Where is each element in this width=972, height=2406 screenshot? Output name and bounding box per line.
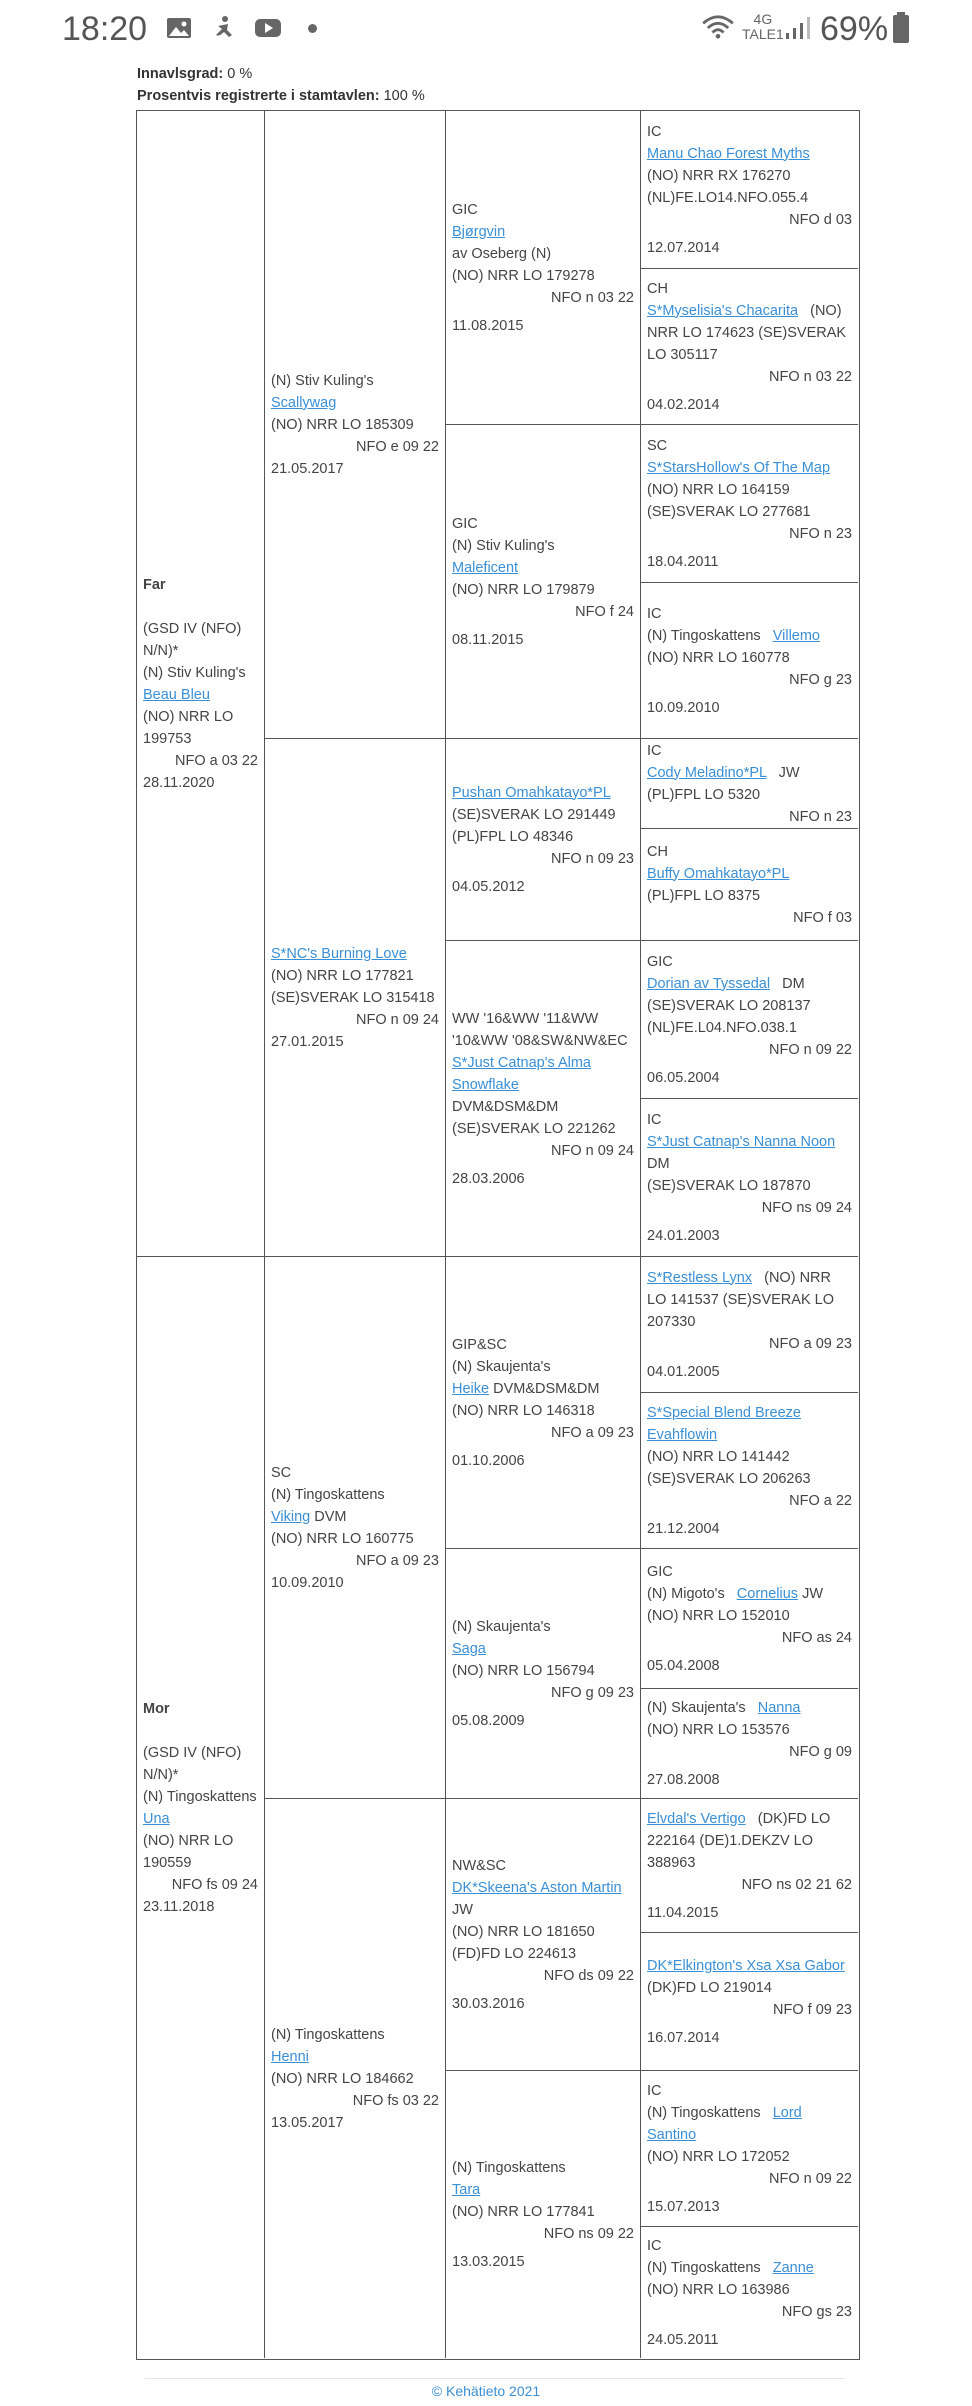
name-line bbox=[647, 2257, 852, 2279]
ems-code: NFO n 09 24 bbox=[550, 1142, 634, 1159]
ancestor-cell bbox=[641, 269, 858, 425]
grandparent-cell bbox=[265, 1257, 446, 1799]
ems-code: NFO g 09 bbox=[789, 1743, 852, 1760]
suffix: (NO) NRR LO 174623 (SE)SVERAK LO 305117 bbox=[647, 302, 851, 363]
accessibility-icon bbox=[210, 15, 238, 41]
title-line: IC bbox=[647, 2237, 662, 2254]
grandparent-cell bbox=[265, 111, 446, 739]
ems-code: NFO a 09 23 bbox=[355, 1552, 439, 1569]
father-birth-date: 28.11.2020 bbox=[143, 774, 215, 791]
birth-date: 10.09.2010 bbox=[271, 1574, 344, 1591]
cat-name-link[interactable]: Elvdal's Vertigo bbox=[647, 1810, 746, 1827]
title-line: SC bbox=[647, 437, 668, 454]
suffix: (NO) NRR LO 141537 (SE)SVERAK LO 207330 bbox=[647, 1269, 839, 1330]
registration: (NO) NRR LO 177821 bbox=[271, 967, 414, 984]
title-line: IC bbox=[647, 605, 662, 622]
birth-date: 05.04.2008 bbox=[647, 1657, 720, 1674]
registration: av Oseberg (N) bbox=[452, 245, 552, 262]
birth-date: 18.04.2011 bbox=[647, 553, 719, 570]
great-grandparent-cell bbox=[446, 1799, 641, 2071]
birth-date: 04.02.2014 bbox=[647, 396, 720, 413]
birth-date: 12.07.2014 bbox=[647, 239, 720, 256]
prefix-line: (N) Stiv Kuling's bbox=[452, 537, 555, 554]
name-line bbox=[452, 557, 634, 579]
cat-name-link[interactable]: Tara bbox=[452, 2181, 481, 2198]
registration: (NO) NRR LO 172052 bbox=[647, 2148, 790, 2165]
cat-name-link[interactable]: Pushan Omahkatayo*PL bbox=[452, 784, 611, 801]
cat-name-link[interactable]: Henni bbox=[271, 2048, 309, 2065]
ancestor-cell bbox=[641, 1799, 858, 1933]
ancestor-cell bbox=[641, 1257, 858, 1393]
ems-code: NFO gs 23 bbox=[781, 2303, 852, 2320]
title-line: NW&SC bbox=[452, 1857, 506, 1874]
birth-date: 16.07.2014 bbox=[647, 2029, 720, 2046]
signal-icon bbox=[784, 15, 814, 41]
registration: (SE)SVERAK LO 221262 bbox=[452, 1120, 616, 1137]
birth-date: 13.03.2015 bbox=[452, 2253, 525, 2270]
ems-code: NFO f 03 bbox=[793, 909, 852, 926]
prefix-line: (N) Skaujenta's bbox=[452, 1618, 551, 1635]
name-line bbox=[647, 1808, 852, 1874]
inbreeding-row bbox=[137, 66, 252, 82]
ancestor-cell bbox=[641, 2227, 858, 2358]
cat-name-link[interactable]: Manu Chao Forest Myths bbox=[647, 145, 810, 162]
registration: (NL)FE.LO14.NFO.055.4 bbox=[647, 189, 809, 206]
prefix: (N) Tingoskattens bbox=[647, 627, 773, 644]
registered-label: Prosentvis registrerte i stamtavlen: bbox=[137, 88, 380, 104]
prefix-line: (N) Tingoskattens bbox=[452, 2159, 566, 2176]
great-grandparent-cell bbox=[446, 739, 641, 941]
cat-name-link[interactable]: Buffy Omahkatayo*PL bbox=[647, 865, 790, 882]
title-line: GIC bbox=[647, 953, 673, 970]
prefix: (N) Migoto's bbox=[647, 1585, 737, 1602]
name-line bbox=[452, 1378, 634, 1400]
name-line bbox=[647, 1697, 852, 1719]
registration: (NO) NRR LO 160775 bbox=[271, 1530, 414, 1547]
father-name-link[interactable]: Beau Bleu bbox=[143, 686, 210, 703]
birth-date: 27.08.2008 bbox=[647, 1771, 720, 1788]
cat-name-link[interactable]: S*Special Blend Breeze Evahflowin bbox=[647, 1404, 801, 1443]
name-line bbox=[271, 1506, 439, 1528]
cat-name-link[interactable]: S*Restless Lynx bbox=[647, 1269, 753, 1286]
ems-code: NFO a 09 23 bbox=[550, 1424, 634, 1441]
father-heading: Far bbox=[143, 576, 166, 593]
ems-code: NFO d 03 bbox=[789, 211, 852, 228]
registration: (PL)FPL LO 8375 bbox=[647, 887, 761, 904]
ancestor-cell bbox=[641, 1393, 858, 1549]
mother-line: (GSD IV (NFO) N/N)* bbox=[143, 1744, 242, 1783]
title-line: IC bbox=[647, 1111, 662, 1128]
birth-date: 04.01.2005 bbox=[647, 1363, 720, 1380]
mother-birth-date: 23.11.2018 bbox=[143, 1898, 215, 1915]
cat-name-link[interactable]: S*NC's Burning Love bbox=[271, 945, 407, 962]
registration: (PL)FPL LO 48346 bbox=[452, 828, 574, 845]
grandparent-cell bbox=[265, 739, 446, 1257]
cat-name-link[interactable]: Viking bbox=[271, 1508, 311, 1525]
cat-name-link[interactable]: S*Just Catnap's Alma Snowflake bbox=[452, 1054, 591, 1093]
birth-date: 01.10.2006 bbox=[452, 1452, 525, 1469]
ems-code: NFO n 09 24 bbox=[355, 1011, 439, 1028]
title-line: CH bbox=[647, 843, 668, 860]
mother-cell bbox=[137, 1257, 265, 2358]
registration: JW bbox=[452, 1901, 473, 1918]
ancestor-cell bbox=[641, 1689, 858, 1799]
ems-code: NFO g 09 23 bbox=[550, 1684, 634, 1701]
registration: (NO) NRR LO 164159 bbox=[647, 481, 790, 498]
cat-name-link[interactable]: Zanne bbox=[772, 2259, 814, 2276]
birth-date: 24.01.2003 bbox=[647, 1227, 720, 1244]
name-line bbox=[647, 300, 852, 366]
ancestor-cell bbox=[641, 2071, 858, 2227]
name-line bbox=[647, 762, 852, 784]
cat-name-link[interactable]: Heike bbox=[452, 1380, 490, 1397]
great-grandparent-cell bbox=[446, 425, 641, 739]
battery-percent: 69% bbox=[820, 10, 889, 48]
status-bar bbox=[0, 0, 972, 58]
suffix: JW bbox=[798, 1585, 824, 1602]
registration: (NO) NRR LO 163986 bbox=[647, 2281, 790, 2298]
name-line bbox=[452, 782, 634, 804]
mother-heading: Mor bbox=[143, 1700, 170, 1717]
cat-name-link[interactable]: Bjørgvin bbox=[452, 223, 506, 240]
great-grandparent-cell bbox=[446, 941, 641, 1257]
registration: (NO) NRR LO 156794 bbox=[452, 1662, 595, 1679]
registration: (SE)SVERAK LO 291449 bbox=[452, 806, 616, 823]
registration: (NO) NRR LO 181650 bbox=[452, 1923, 595, 1940]
ems-code: NFO g 23 bbox=[789, 671, 852, 688]
mother-name-line bbox=[143, 1808, 258, 1830]
cat-name-link[interactable]: Saga bbox=[452, 1640, 486, 1657]
registration: (NO) NRR LO 179879 bbox=[452, 581, 595, 598]
registered-row bbox=[137, 88, 425, 104]
name-line bbox=[452, 2179, 634, 2201]
suffix: DVM&DSM&DM bbox=[489, 1380, 600, 1397]
battery-icon bbox=[892, 12, 910, 44]
registration: (NO) NRR LO 146318 bbox=[452, 1402, 595, 1419]
title-line: IC bbox=[647, 2082, 662, 2099]
registration: DVM&DSM&DM bbox=[452, 1098, 559, 1115]
ems-code: NFO a 09 23 bbox=[768, 1335, 852, 1352]
title-line: GIC bbox=[647, 1563, 673, 1580]
birth-date: 28.03.2006 bbox=[452, 1170, 525, 1187]
registration: (SE)SVERAK LO 277681 bbox=[647, 503, 811, 520]
network-indicator: 4G TALE1 bbox=[742, 11, 784, 42]
prefix-line: (N) Tingoskattens bbox=[271, 2026, 385, 2043]
birth-date: 08.11.2015 bbox=[452, 631, 524, 648]
ems-code: NFO f 24 bbox=[575, 603, 634, 620]
notification-dot-icon bbox=[308, 24, 317, 33]
prefix-line: (N) Skaujenta's bbox=[452, 1358, 551, 1375]
name-line bbox=[647, 973, 852, 995]
birth-date: 24.05.2011 bbox=[647, 2331, 719, 2348]
ems-code: NFO n 23 bbox=[789, 525, 852, 542]
title-line: WW '16&WW '11&WW '10&WW '08&SW&NW&EC bbox=[452, 1010, 628, 1049]
birth-date: 11.08.2015 bbox=[452, 317, 524, 334]
father-line: (GSD IV (NFO) N/N)* bbox=[143, 620, 242, 659]
cat-name-link[interactable]: Scallywag bbox=[271, 394, 337, 411]
ancestor-cell bbox=[641, 941, 858, 1099]
birth-date: 21.12.2004 bbox=[647, 1520, 720, 1537]
ems-code: NFO as 24 bbox=[781, 1629, 852, 1646]
title-line: GIP&SC bbox=[452, 1336, 507, 1353]
father-ems-code: NFO a 03 22 bbox=[174, 752, 258, 769]
name-line bbox=[647, 625, 852, 647]
registration: (DK)FD LO 219014 bbox=[647, 1979, 772, 1996]
birth-date: 30.03.2016 bbox=[452, 1995, 525, 2012]
title-line: IC bbox=[647, 742, 662, 759]
birth-date: 05.08.2009 bbox=[452, 1712, 525, 1729]
cat-name-link[interactable]: S*Myselisia's Chacarita bbox=[647, 302, 799, 319]
name-line bbox=[647, 1131, 852, 1153]
image-icon bbox=[165, 15, 193, 41]
registration: (NO) NRR LO 160778 bbox=[647, 649, 790, 666]
ancestor-cell bbox=[641, 111, 858, 269]
mother-ems-code: NFO fs 09 24 bbox=[171, 1876, 258, 1893]
grandparent-cell bbox=[265, 1799, 446, 2358]
father-name-line bbox=[143, 684, 258, 706]
cat-name-link[interactable]: Maleficent bbox=[452, 559, 519, 576]
registration: (NO) NRR LO 184662 bbox=[271, 2070, 414, 2087]
ems-code: NFO n 03 22 bbox=[768, 368, 852, 385]
footer-divider bbox=[145, 2378, 845, 2379]
prefix: (N) Tingoskattens bbox=[647, 2104, 773, 2121]
cat-name-link[interactable]: Cody Meladino*PL bbox=[647, 764, 767, 781]
ems-code: NFO ns 09 24 bbox=[761, 1199, 852, 1216]
registration: (SE)SVERAK LO 208137 bbox=[647, 997, 811, 1014]
great-grandparent-cell bbox=[446, 1257, 641, 1549]
name-line bbox=[647, 1583, 852, 1605]
title-line: IC bbox=[647, 123, 662, 140]
registration: (SE)SVERAK LO 315418 bbox=[271, 989, 435, 1006]
prefix: (N) Tingoskattens bbox=[647, 2259, 773, 2276]
name-line bbox=[647, 2102, 852, 2146]
registered-value: 100 % bbox=[383, 88, 425, 104]
great-grandparent-cell bbox=[446, 1549, 641, 1799]
status-time: 18:20 bbox=[62, 10, 148, 48]
registration: (PL)FPL LO 5320 bbox=[647, 786, 761, 803]
pedigree-table bbox=[136, 110, 860, 2360]
ems-code: NFO ns 02 21 62 bbox=[741, 1876, 852, 1893]
ems-code: NFO n 03 22 bbox=[550, 289, 634, 306]
ems-code: NFO ns 09 22 bbox=[543, 2225, 634, 2242]
inbreeding-value: 0 % bbox=[227, 66, 253, 82]
ems-code: NFO ds 09 22 bbox=[543, 1967, 634, 1984]
ems-code: NFO n 09 22 bbox=[768, 2170, 852, 2187]
suffix: JW bbox=[766, 764, 800, 781]
name-line bbox=[647, 1955, 852, 1977]
registration: (NO) NRR LO 152010 bbox=[647, 1607, 790, 1624]
registration: (NO) NRR RX 176270 bbox=[647, 167, 791, 184]
ems-code: NFO n 23 bbox=[789, 808, 852, 825]
mother-registration: (NO) NRR LO 190559 bbox=[143, 1832, 234, 1871]
registration: (NO) NRR LO 179278 bbox=[452, 267, 595, 284]
ancestor-cell bbox=[641, 1933, 858, 2071]
cat-name-link[interactable]: Dorian av Tyssedal bbox=[647, 975, 771, 992]
ancestor-cell bbox=[641, 583, 858, 739]
ems-code: NFO n 09 23 bbox=[550, 850, 634, 867]
suffix: DM bbox=[770, 975, 805, 992]
ems-code: NFO fs 03 22 bbox=[352, 2092, 439, 2109]
registration: (SE)SVERAK LO 206263 bbox=[647, 1470, 811, 1487]
birth-date: 04.05.2012 bbox=[452, 878, 525, 895]
cat-name-link[interactable]: DK*Elkington's Xsa Xsa Gabor bbox=[647, 1957, 845, 1974]
cat-name-link[interactable]: Cornelius bbox=[736, 1585, 799, 1602]
title-line: (N) Stiv Kuling's bbox=[271, 372, 374, 389]
cat-name-link[interactable]: S*Just Catnap's Nanna Noon bbox=[647, 1133, 836, 1150]
prefix: (N) Skaujenta's bbox=[647, 1699, 758, 1716]
ancestor-cell bbox=[641, 829, 858, 941]
cat-name-link[interactable]: Villemo bbox=[772, 627, 820, 644]
name-line bbox=[271, 943, 439, 965]
cat-name-link[interactable]: Lord Santino bbox=[647, 2104, 802, 2143]
wifi-icon bbox=[700, 14, 736, 40]
name-line bbox=[452, 1877, 634, 1899]
suffix: DVM bbox=[310, 1508, 347, 1525]
footer-copyright[interactable]: © Kehätieto 2021 bbox=[431, 2383, 541, 2399]
ancestor-cell bbox=[641, 425, 858, 583]
birth-date: 10.09.2010 bbox=[647, 699, 720, 716]
birth-date: 11.04.2015 bbox=[647, 1904, 719, 1921]
birth-date: 13.05.2017 bbox=[271, 2114, 344, 2131]
inbreeding-label: Innavlsgrad: bbox=[137, 66, 224, 82]
father-registration: (NO) NRR LO 199753 bbox=[143, 708, 234, 747]
registration: DM bbox=[647, 1155, 670, 1172]
title-line: CH bbox=[647, 280, 668, 297]
great-grandparent-cell bbox=[446, 2071, 641, 2358]
name-line bbox=[452, 221, 634, 243]
mother-line: (N) Tingoskattens bbox=[143, 1788, 257, 1805]
name-line bbox=[452, 1638, 634, 1660]
name-line bbox=[647, 1267, 852, 1333]
birth-date: 27.01.2015 bbox=[271, 1033, 344, 1050]
cat-name-link[interactable]: S*StarsHollow's Of The Map bbox=[647, 459, 831, 476]
name-line bbox=[647, 1402, 852, 1446]
name-line bbox=[271, 2046, 439, 2068]
ems-code: NFO f 09 23 bbox=[773, 2001, 852, 2018]
great-grandparent-cell bbox=[446, 111, 641, 425]
title-line: GIC bbox=[452, 515, 478, 532]
youtube-icon bbox=[254, 15, 282, 41]
name-line bbox=[647, 143, 852, 165]
ems-code: NFO a 22 bbox=[789, 1492, 852, 1509]
suffix: (DK)FD LO 222164 (DE)1.DEKZV LO 388963 bbox=[647, 1810, 835, 1871]
cat-name-link[interactable]: Nanna bbox=[757, 1699, 801, 1716]
registration: (NO) NRR LO 177841 bbox=[452, 2203, 595, 2220]
registration: (NO) NRR LO 153576 bbox=[647, 1721, 790, 1738]
name-line bbox=[647, 457, 852, 479]
birth-date: 15.07.2013 bbox=[647, 2198, 720, 2215]
title-line: GIC bbox=[452, 201, 478, 218]
ems-code: NFO e 09 22 bbox=[355, 438, 439, 455]
prefix-line: (N) Tingoskattens bbox=[271, 1486, 385, 1503]
ancestor-cell bbox=[641, 1549, 858, 1689]
mother-name-link[interactable]: Una bbox=[143, 1810, 170, 1827]
ems-code: NFO n 09 22 bbox=[768, 1041, 852, 1058]
name-line bbox=[271, 392, 439, 414]
registration: (NO) NRR LO 141442 bbox=[647, 1448, 790, 1465]
birth-date: 21.05.2017 bbox=[271, 460, 344, 477]
title-line: SC bbox=[271, 1464, 292, 1481]
registration: (SE)SVERAK LO 187870 bbox=[647, 1177, 811, 1194]
name-line bbox=[647, 863, 852, 885]
registration: (FD)FD LO 224613 bbox=[452, 1945, 577, 1962]
registration: (NL)FE.L04.NFO.038.1 bbox=[647, 1019, 797, 1036]
father-cell bbox=[137, 111, 265, 1257]
ancestor-cell bbox=[641, 739, 858, 829]
ancestor-cell bbox=[641, 1099, 858, 1257]
registration: (NO) NRR LO 185309 bbox=[271, 416, 414, 433]
cat-name-link[interactable]: DK*Skeena's Aston Martin bbox=[452, 1879, 622, 1896]
name-line bbox=[452, 1052, 634, 1096]
birth-date: 06.05.2004 bbox=[647, 1069, 720, 1086]
father-line: (N) Stiv Kuling's bbox=[143, 664, 246, 681]
